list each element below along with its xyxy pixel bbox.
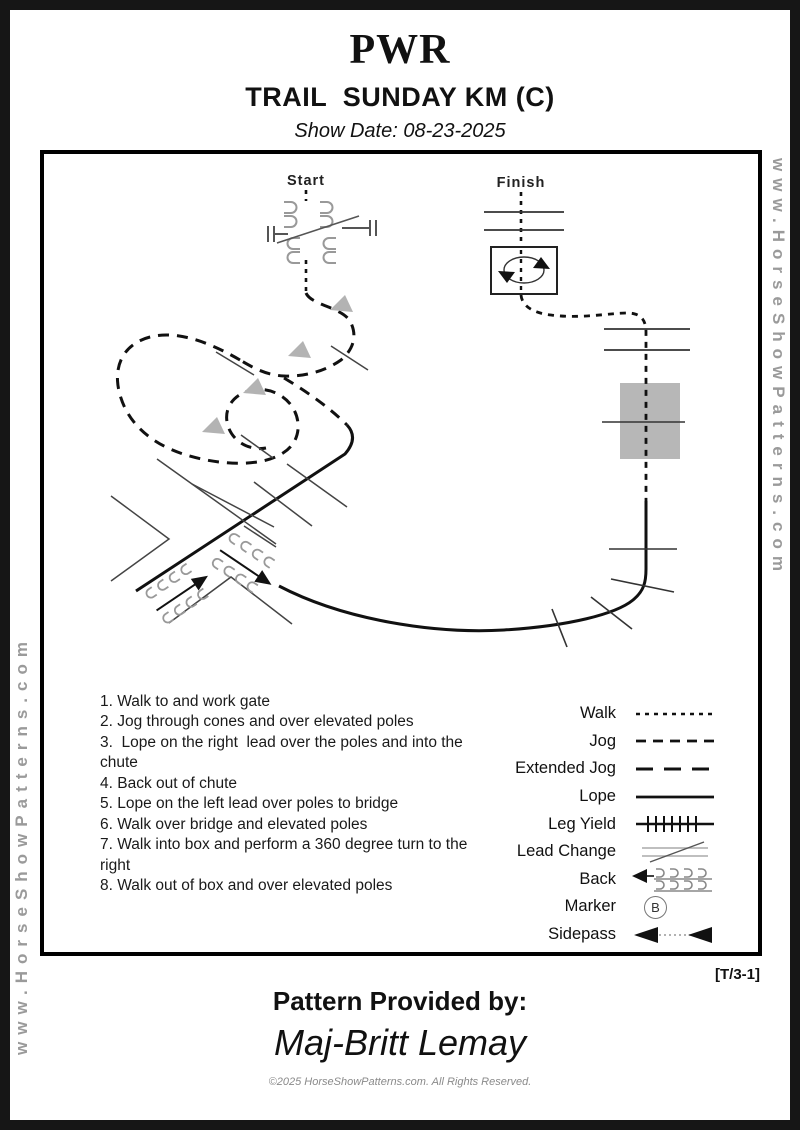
legend-row-marker bbox=[468, 893, 720, 921]
legend-label: Jog bbox=[589, 731, 616, 750]
cone-icon bbox=[330, 295, 353, 312]
legend-label: Leg Yield bbox=[548, 814, 616, 833]
legend-row-extended-jog bbox=[468, 755, 720, 783]
instructions-list bbox=[100, 692, 482, 897]
cone-icon bbox=[288, 341, 311, 358]
instruction-item: 2. Jog through cones and over elevated poles bbox=[100, 713, 414, 731]
turn-box-obstacle bbox=[491, 247, 557, 294]
show-date: Show Date: 08-23-2025 bbox=[294, 120, 506, 142]
pattern-diagram-box bbox=[40, 150, 762, 956]
instruction-item: 8. Walk out of box and over elevated poles bbox=[100, 877, 393, 895]
sidepass-icon bbox=[630, 924, 720, 946]
bridge-obstacle bbox=[602, 383, 685, 459]
lope-line-icon bbox=[630, 786, 720, 808]
cone-icon bbox=[202, 417, 225, 434]
marker-icon bbox=[630, 896, 720, 918]
instruction-item: 4. Back out of chute bbox=[100, 774, 238, 792]
instruction-item: 5. Lope on the left lead over poles to bridge bbox=[100, 795, 399, 813]
start-label: Start bbox=[286, 173, 326, 189]
site-url-right: www.HorseShowPatterns.com bbox=[769, 158, 788, 578]
legend-label: Marker bbox=[564, 897, 616, 916]
instruction-item: 6. Walk over bridge and elevated poles bbox=[100, 815, 368, 833]
leg-yield-icon bbox=[630, 813, 720, 835]
class-subtitle: TRAIL SUNDAY KM (C) bbox=[245, 82, 555, 112]
copyright-line: ©2025 HorseShowPatterns.com. All Rights Reserved. bbox=[268, 1076, 532, 1088]
legend-row-sidepass bbox=[468, 921, 720, 949]
gait-legend bbox=[468, 700, 720, 948]
legend-row-back bbox=[468, 866, 720, 894]
lead-change-icon bbox=[630, 841, 720, 863]
lope-curve-poles bbox=[552, 549, 677, 647]
instruction-item: 7. Walk into box and perform a 360 degree turn to the right bbox=[100, 836, 472, 874]
finish-label: Finish bbox=[496, 175, 546, 191]
back-arrow-icon bbox=[191, 570, 212, 591]
legend-label: Sidepass bbox=[548, 925, 616, 944]
back-icon bbox=[630, 868, 720, 890]
legend-row-lead-change bbox=[468, 838, 720, 866]
jog-poles bbox=[216, 346, 368, 458]
cone-markers bbox=[202, 295, 353, 434]
lope-path-to-bridge bbox=[279, 501, 646, 631]
back-arrow-icon bbox=[254, 570, 275, 591]
instruction-item: 3. Lope on the right lead over the poles and into the chute bbox=[100, 733, 468, 772]
walk-line-icon bbox=[630, 703, 720, 725]
legend-label: Walk bbox=[579, 704, 616, 723]
legend-label: Lope bbox=[579, 787, 616, 806]
jog-serpentine-path bbox=[117, 293, 353, 463]
instruction-item: 1. Walk to and work gate bbox=[100, 693, 271, 710]
pattern-code: [T/3-1] bbox=[715, 966, 760, 983]
cone-icon bbox=[243, 378, 266, 395]
provided-by-name: Maj-Britt Lemay bbox=[273, 1022, 527, 1063]
jog-line-icon bbox=[630, 730, 720, 752]
legend-row-leg-yield bbox=[468, 810, 720, 838]
gate-obstacle bbox=[268, 202, 376, 263]
marker-letter: B bbox=[644, 896, 667, 919]
legend-label: Lead Change bbox=[516, 842, 616, 861]
provided-by-label: Pattern Provided by: bbox=[272, 986, 528, 1016]
finish-area bbox=[484, 192, 564, 244]
site-url-left: www.HorseShowPatterns.com bbox=[12, 635, 31, 1055]
page-title: PWR bbox=[349, 27, 451, 73]
legend-row-walk bbox=[468, 700, 720, 728]
legend-row-jog bbox=[468, 728, 720, 756]
legend-label: Back bbox=[579, 869, 616, 888]
extended-jog-line-icon bbox=[630, 758, 720, 780]
back-chute-group-1 bbox=[144, 558, 217, 625]
legend-row-lope bbox=[468, 783, 720, 811]
legend-label: Extended Jog bbox=[515, 759, 616, 778]
